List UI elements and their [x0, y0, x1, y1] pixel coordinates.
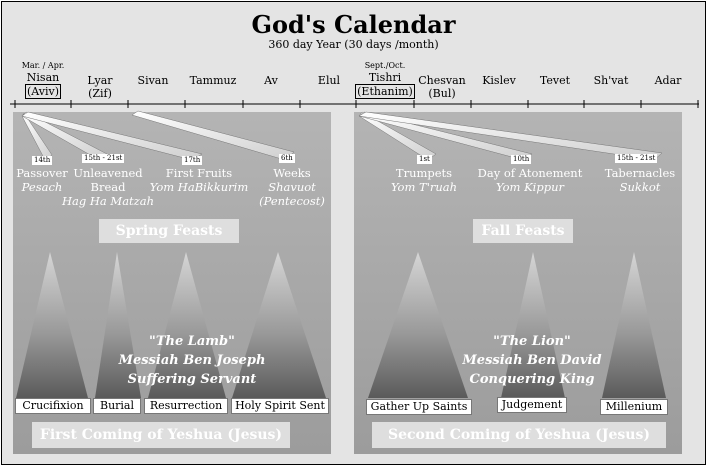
event-gather-up-saints: Gather Up Saints — [366, 399, 472, 415]
fall-messiah-quote — [447, 332, 617, 389]
month-name: Tammuz — [189, 74, 237, 87]
feast-hebrew: Sukkot — [619, 180, 661, 194]
feast-name: Trumpets — [395, 166, 453, 180]
quote-line: Messiah Ben Joseph — [118, 353, 266, 368]
feast-day-of-atonement — [470, 166, 590, 194]
spring-feasts-band: Spring Feasts — [99, 219, 239, 243]
month-alt-text: (Aviv) — [26, 85, 60, 98]
feast-first-fruits — [144, 166, 254, 194]
calendar-frame — [1, 1, 706, 465]
second-coming-band: Second Coming of Yeshua (Jesus) — [372, 422, 666, 448]
month-9 — [469, 74, 529, 87]
feast-hebrew: Yom T'ruah — [390, 180, 458, 194]
month-alt-name — [355, 84, 415, 99]
feast-hebrew: Hag Ha Matzah — [61, 194, 155, 208]
feast-hebrew: Pesach — [21, 180, 63, 194]
month-season-label: Mar. / Apr. — [21, 61, 65, 70]
month-10 — [525, 74, 585, 87]
event-judgement: Judgement — [497, 397, 567, 413]
month-7 — [355, 61, 415, 99]
event-crucifixion: Crucifixion — [15, 398, 91, 414]
page-title: God's Calendar — [251, 10, 456, 39]
month-name: Tevet — [539, 74, 571, 87]
event-holy-spirit-sent: Holy Spirit Sent — [231, 398, 329, 414]
feast-name-extra: Bread — [90, 180, 126, 194]
feast-unleavened-bread — [58, 166, 158, 208]
month-8 — [412, 74, 472, 100]
month-alt-text: (Ethanim) — [357, 85, 413, 98]
month-season-label: Sept./Oct. — [364, 61, 406, 70]
feast-name: First Fruits — [165, 166, 233, 180]
month-alt-text: (Zif) — [88, 87, 112, 100]
month-3 — [123, 74, 183, 87]
feast-hebrew: Yom Kippur — [496, 180, 564, 194]
feast-hebrew: Shavuot — [268, 180, 316, 194]
weeks-day: 6th — [281, 154, 293, 162]
month-5 — [241, 74, 301, 87]
month-name: Tishri — [368, 71, 402, 84]
month-6 — [299, 74, 359, 87]
month-1 — [13, 61, 73, 99]
month-2 — [70, 74, 130, 100]
tabernacles-day: 15th - 21st — [617, 154, 656, 162]
month-name: Nisan — [26, 71, 60, 84]
passover-day: 14th — [34, 156, 51, 164]
first-coming-band: First Coming of Yeshua (Jesus) — [32, 422, 290, 448]
month-alt-name — [412, 87, 472, 100]
month-name: Sh'vat — [593, 74, 629, 87]
month-alt-text: (Bul) — [428, 87, 456, 100]
feast-trumpets — [380, 166, 468, 194]
feast-name-extra: (Pentecost) — [259, 194, 325, 208]
feast-name: Tabernacles — [604, 166, 676, 180]
feast-name: Day of Atonement — [477, 166, 583, 180]
feast-name: Weeks — [273, 166, 311, 180]
event-burial: Burial — [93, 398, 141, 414]
feast-tabernacles — [594, 166, 686, 194]
trumpets-day: 1st — [419, 155, 430, 163]
feast-name: Passover — [16, 166, 68, 180]
quote-line: "The Lamb" — [149, 334, 235, 349]
feast-name: Unleavened — [73, 166, 143, 180]
fall-feasts-band: Fall Feasts — [473, 219, 573, 243]
quote-line: Conquering King — [469, 372, 595, 387]
first-fruits-day: 17th — [184, 156, 201, 164]
feast-hebrew: Yom HaBikkurim — [149, 180, 249, 194]
month-name: Av — [264, 74, 278, 87]
month-alt-name — [70, 87, 130, 100]
month-alt-name — [13, 84, 73, 99]
month-12 — [638, 74, 698, 87]
month-name: Adar — [654, 74, 682, 87]
month-name: Kislev — [482, 74, 516, 87]
month-11 — [581, 74, 641, 87]
feast-weeks — [250, 166, 334, 208]
atonement-day: 10th — [513, 155, 530, 163]
spring-messiah-quote — [102, 332, 282, 389]
event-millenium: Millenium — [600, 399, 668, 415]
quote-line: Messiah Ben David — [462, 353, 602, 368]
month-4 — [183, 74, 243, 87]
quote-line: "The Lion" — [493, 334, 571, 349]
month-name: Elul — [317, 74, 341, 87]
unleavened-day: 15th - 21st — [84, 154, 123, 162]
month-name: Sivan — [137, 74, 169, 87]
month-name: Lyar — [87, 74, 113, 87]
quote-line: Suffering Servant — [127, 372, 257, 387]
event-resurrection: Resurrection — [144, 398, 228, 414]
month-name: Chesvan — [418, 74, 466, 87]
page-subtitle: 360 day Year (30 days /month) — [268, 38, 439, 51]
